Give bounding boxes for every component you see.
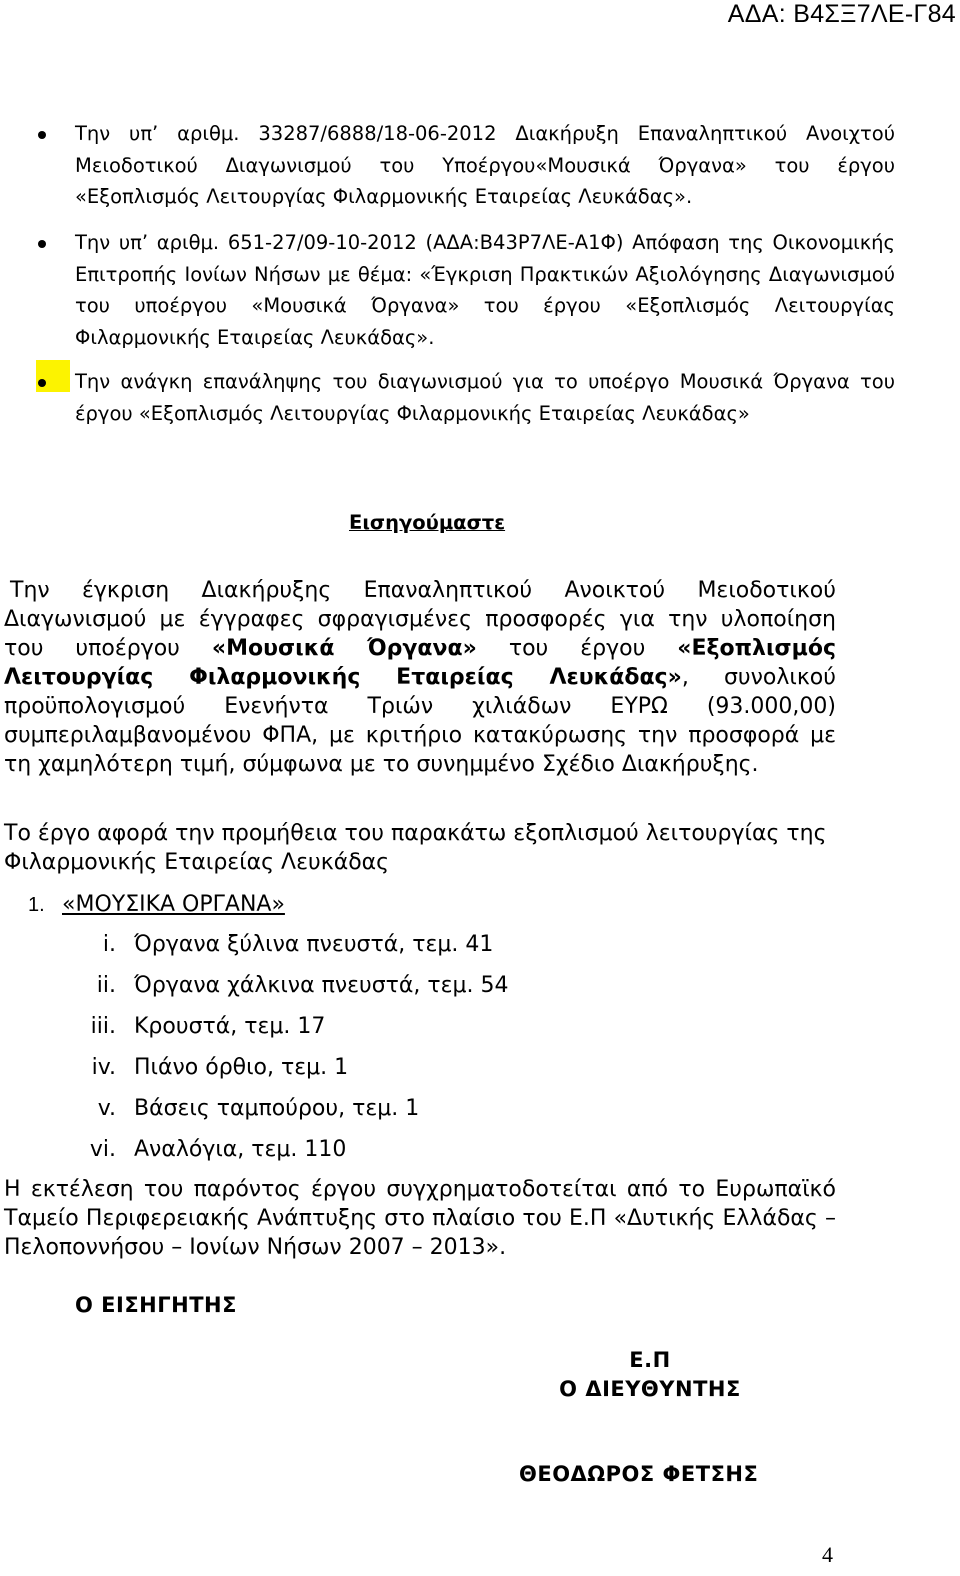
project-name: «Εξοπλισμός Λειτουργίας Φιλαρμονικής Εταιρείας Λευκάδας» xyxy=(4,636,837,690)
item-text: Αναλόγια, τεμ. 110 xyxy=(134,1137,347,1162)
equipment-list-title xyxy=(28,890,285,920)
reference-text: Την υπ’ αριθμ. 33287/6888/18-06-2012 Διακήρυξη Επαναληπτικού Ανοιχτού Μειοδοτικού Διαγωνισμού του Υποέργου«Μουσικά Όργανα» του έργου «Εξοπλισμός Λειτουργίας Φιλαρμονικής Εταιρείας Λευκάδας». xyxy=(75,122,895,208)
subproject-name: «Μουσικά Όργανα» xyxy=(211,636,477,661)
item-text: Όργανα χάλκινα πνευστά, τεμ. 54 xyxy=(134,973,509,998)
item-roman: vi. xyxy=(89,1137,116,1162)
bullet-icon xyxy=(38,131,46,139)
highlight-mark xyxy=(36,360,70,392)
funding-paragraph: Η εκτέλεση του παρόντος έργου συγχρηματοδοτείται από το Ευρωπαϊκό Ταμείο Περιφερειακής Ανάπτυξης στο πλαίσιο του Ε.Π «Δυτικής Ελλάδας – Πελοποννήσου – Ιονίων Νήσων 2007 – 2013». xyxy=(4,1177,836,1260)
bullet-icon xyxy=(38,379,46,387)
director-signature xyxy=(500,1346,800,1404)
reference-bullet xyxy=(75,118,895,213)
proposal-text: Την έγκριση Διακήρυξης Επαναληπτικού Ανοικτού Μειοδοτικού Διαγωνισμού με έγγραφες σφραγισμένες προσφορές για την υλοποίηση του υποέργου xyxy=(4,578,836,661)
reference-text: Την ανάγκη επανάληψης του διαγωνισμού για το υποέργο Μουσικά Όργανα του έργου «Εξοπλισμός Λειτουργίας Φιλαρμονικής Εταιρείας Λευκάδας» xyxy=(75,370,895,425)
proposal-paragraph xyxy=(4,576,836,779)
list-item xyxy=(0,930,494,960)
item-roman: v. xyxy=(97,1096,116,1121)
item-text: Βάσεις ταμπούρου, τεμ. 1 xyxy=(134,1096,420,1121)
item-roman: ii. xyxy=(96,973,116,998)
item-roman: iv. xyxy=(91,1055,116,1080)
reference-bullet xyxy=(75,227,895,353)
list-item xyxy=(0,1135,347,1165)
item-text: Όργανα ξύλινα πνευστά, τεμ. 41 xyxy=(134,932,494,957)
list-number: 1. xyxy=(28,894,45,916)
list-item xyxy=(0,1094,420,1124)
director-title: Ο ΔΙΕΥΘΥΝΤΗΣ xyxy=(559,1377,741,1401)
item-roman: i. xyxy=(102,932,116,957)
rapporteur-signature: Ο ΕΙΣΗΓΗΤΗΣ xyxy=(75,1293,237,1317)
ep-label: Ε.Π xyxy=(629,1348,671,1372)
director-name: ΘΕΟΔΩΡΟΣ ΦΕΤΣΗΣ xyxy=(519,1462,759,1486)
section-heading: Εισηγούμαστε xyxy=(349,511,506,534)
item-text: Πιάνο όρθιο, τεμ. 1 xyxy=(134,1055,349,1080)
reference-bullet xyxy=(75,366,895,429)
bullet-icon xyxy=(38,240,46,248)
item-text: Κρουστά, τεμ. 17 xyxy=(134,1014,326,1039)
list-item xyxy=(0,971,509,1001)
scope-paragraph: Το έργο αφορά την προμήθεια του παρακάτω εξοπλισμού λειτουργίας της Φιλαρμονικής Εταιρείας Λευκάδας xyxy=(4,821,827,875)
list-item xyxy=(0,1053,349,1083)
page-number: 4 xyxy=(822,1542,833,1567)
list-title-text: «ΜΟΥΣΙΚΑ ΟΡΓΑΝΑ» xyxy=(62,892,285,917)
ada-identifier: ΑΔΑ: Β4ΣΞ7ΛΕ-Γ84 xyxy=(727,0,956,28)
reference-text: Την υπ’ αριθμ. 651-27/09-10-2012 (ΑΔΑ:Β43Ρ7ΛΕ-Α1Φ) Απόφαση της Οικονομικής Επιτροπής Ιονίων Νήσων με θέμα: «Έγκριση Πρακτικών Αξιολόγησης Διαγωνισμού του υποέργου «Μουσικά Όργανα» του έργου «Εξοπλισμός Λειτουργίας Φιλαρμονικής Εταιρείας Λευκάδας». xyxy=(75,231,895,349)
list-item xyxy=(0,1012,326,1042)
item-roman: iii. xyxy=(90,1014,116,1039)
proposal-text: , συνολικού προϋπολογισμού Ενενήντα Τριών χιλιάδων ΕΥΡΩ (93.000,00) συμπεριλαμβανομένου ΦΠΑ, με κριτήριο κατακύρωσης την προσφορά με τη χαμηλότερη τιμή, σύμφωνα με το συνημμένο Σχέδιο Διακήρυξης. xyxy=(4,665,836,777)
proposal-text: του έργου xyxy=(476,636,678,661)
